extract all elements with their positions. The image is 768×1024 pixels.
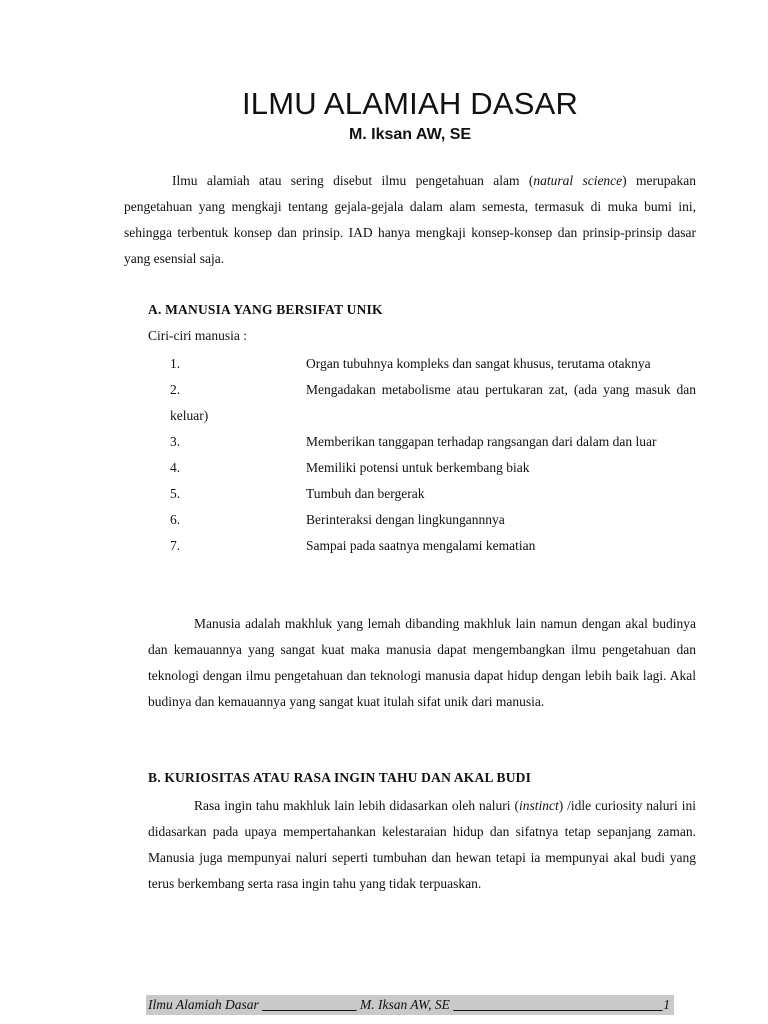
footer-page-number: 1 <box>663 997 670 1012</box>
list-intro: Ciri-ciri manusia : <box>148 328 247 343</box>
list-item-text: Memiliki potensi untuk berkembang biak <box>306 460 530 475</box>
intro-italic-term: natural science <box>533 173 623 188</box>
section-a-heading: A. MANUSIA YANG BERSIFAT UNIK <box>148 302 383 317</box>
document-title: ILMU ALAMIAH DASAR <box>241 86 579 121</box>
footer-separator <box>262 997 357 1012</box>
intro-text-1: Ilmu alamiah atau sering disebut ilmu pengetahuan alam ( <box>172 173 534 188</box>
document-author: M. Iksan AW, SE <box>348 126 472 143</box>
section-b-text-1: Rasa ingin tahu makhluk lain lebih didasarkan oleh naluri ( <box>194 798 519 813</box>
section-a-paragraph: Manusia adalah makhluk yang lemah dibanding makhluk lain namun dengan akal budinya dan kemauannya yang sangat kuat maka manusia dapat mengembangkan ilmu pengetahuan dan teknologi dengan ilmu pengetahuan dan teknologi manusia dapat hidup dengan lebih baik lagi. Akal budinya dan kemauannya yang sangat kuat itulah sifat unik dari manusia. <box>148 616 696 709</box>
list-item <box>170 429 696 455</box>
intro-paragraph <box>124 168 696 272</box>
section-b-text-2: ) /idle curiosity naluri ini didasarkan pada upaya mempertahankan kelestaraian hidup dan sifatnya tetap sepanjang zaman. Manusia juga mempunyai naluri seperti tumbuhan dan hewan tetapi ia mempunyai akal budi yang terus berkembang serta rasa ingin tahu yang tidak terpuaskan. <box>148 798 696 891</box>
section-b-heading: B. KURIOSITAS ATAU RASA INGIN TAHU DAN AKAL BUDI <box>148 770 532 785</box>
list-item <box>170 481 696 507</box>
list-item-number: 1. <box>170 356 181 371</box>
list-item-number: 2. <box>170 382 181 397</box>
list-item-text: Organ tubuhnya kompleks dan sangat khusus, terutama otaknya <box>306 356 651 371</box>
footer-author: M. Iksan AW, SE <box>360 997 450 1012</box>
list-item-text: Sampai pada saatnya mengalami kematian <box>306 538 536 553</box>
intro-text-2: ) merupakan pengetahuan yang mengkaji tentang gejala-gejala dalam alam semesta, termasuk di muka bumi ini, sehingga terbentuk konsep dan prinsip. IAD hanya mengkaji konsep-konsep dan prinsip-prinsip dasar yang esensial saja. <box>124 173 697 266</box>
footer-separator <box>453 997 662 1012</box>
footer-doc-title: Ilmu Alamiah Dasar <box>148 997 259 1012</box>
list-item-number: 7. <box>170 538 181 553</box>
list-item-number: 5. <box>170 486 181 501</box>
list-item-text: Memberikan tanggapan terhadap rangsangan dari dalam dan luar <box>306 434 657 449</box>
list-item-number: 4. <box>170 460 181 475</box>
list-item-text: Berinteraksi dengan lingkungannnya <box>306 512 505 527</box>
list-item <box>170 507 696 533</box>
list-item-text: Mengadakan metabolisme atau pertukaran zat, (ada yang masuk dan keluar) <box>170 382 696 423</box>
section-b-italic-term: instinct <box>518 798 559 813</box>
list-item <box>170 351 696 377</box>
list-item <box>170 533 696 559</box>
list-item-text: Tumbuh dan bergerak <box>306 486 425 501</box>
page-footer <box>146 995 674 1015</box>
list-item-number: 3. <box>170 434 181 449</box>
list-item <box>170 377 696 429</box>
list-item-number: 6. <box>170 512 181 527</box>
characteristics-list <box>170 351 696 559</box>
list-item <box>170 455 696 481</box>
section-b-paragraph <box>148 793 696 897</box>
